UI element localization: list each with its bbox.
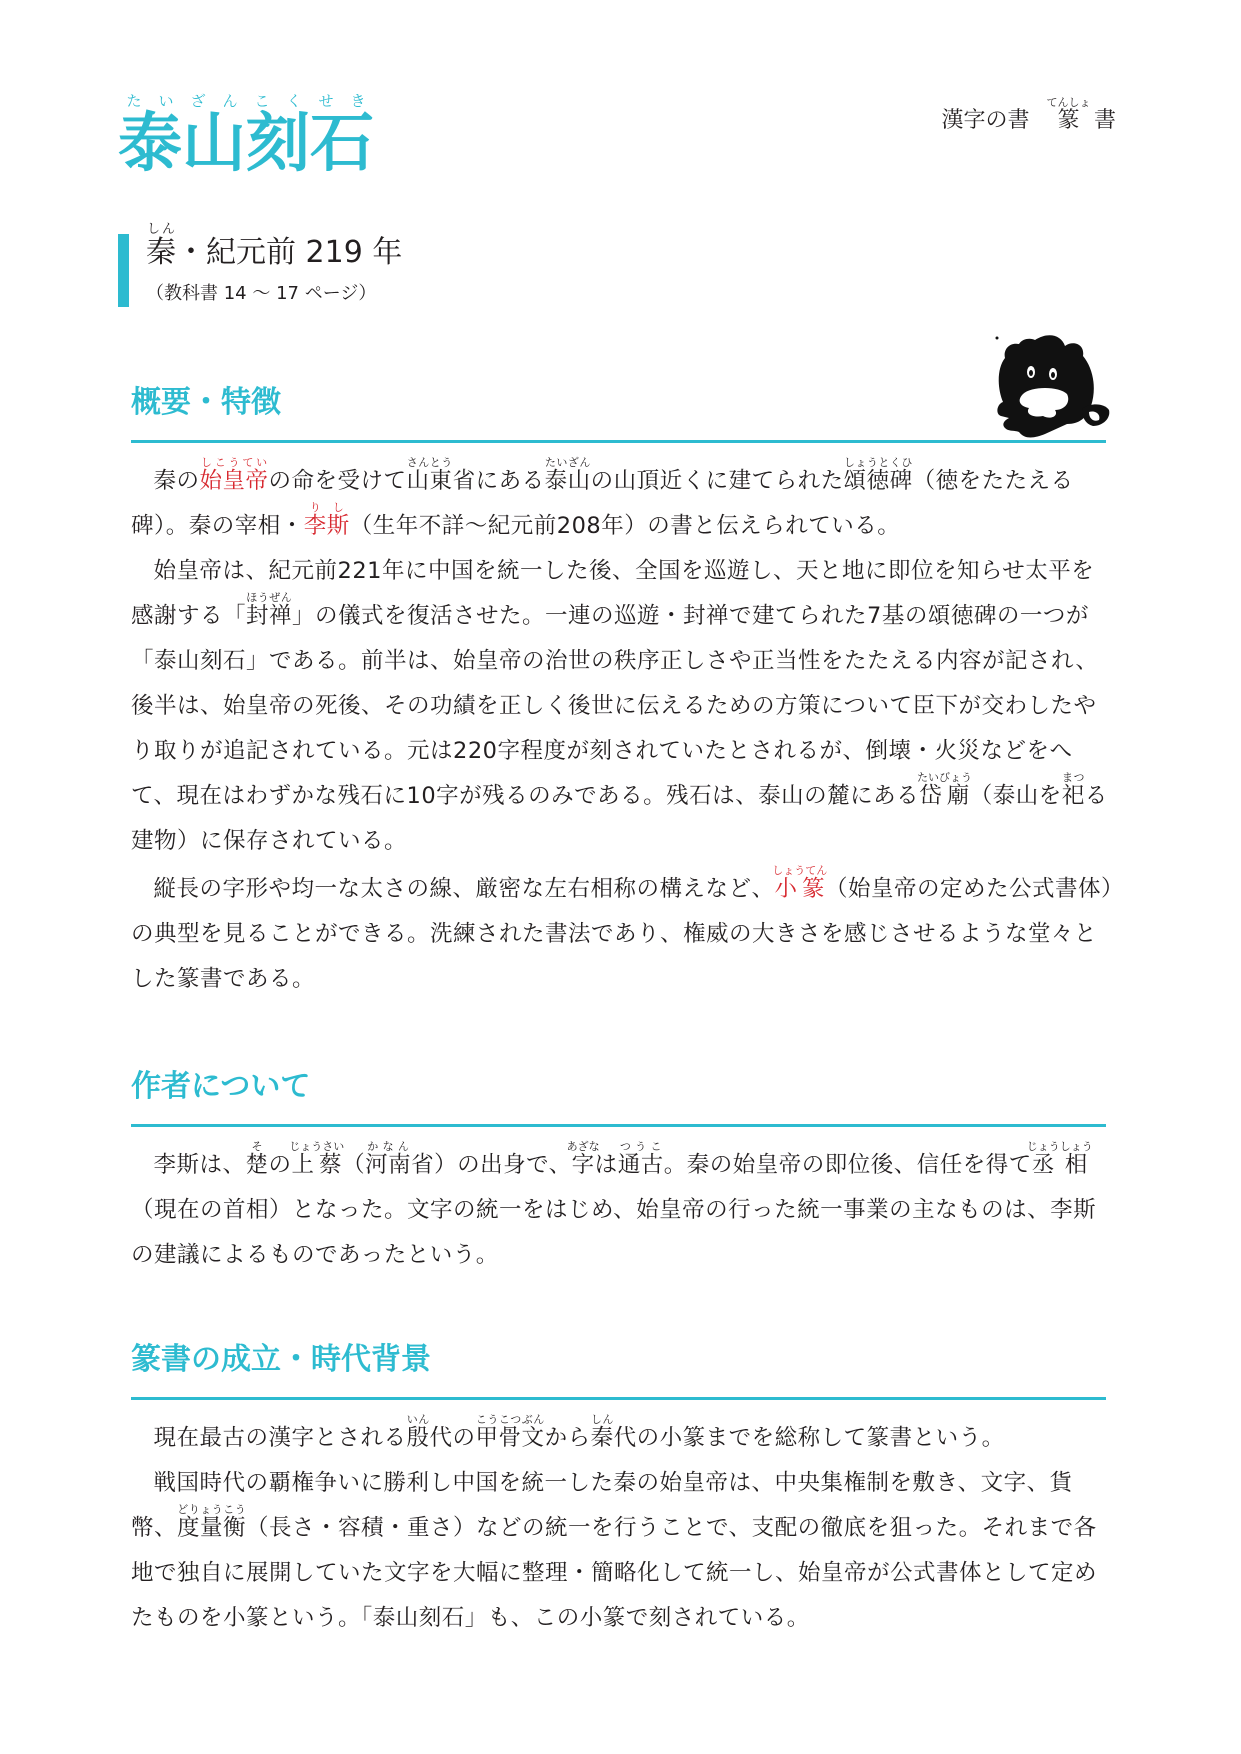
era-label: 秦しん・紀元前 219 年 bbox=[146, 222, 403, 270]
series-style-ruby: 篆てんしょ bbox=[1046, 96, 1091, 133]
series-prefix: 漢字の書 bbox=[941, 108, 1030, 133]
section-divider bbox=[131, 440, 1106, 443]
era-accent-bar bbox=[118, 234, 129, 307]
series-label bbox=[941, 96, 1116, 132]
paragraph: 現在最古の漢字とされる殷いん代の甲骨文こうこつぶんから秦しん代の小篆までを総称して篆書という。 bbox=[153, 1413, 1005, 1451]
section-body-background bbox=[131, 1413, 1116, 1641]
paragraph: 戦国時代の覇権争いに勝利し中国を統一した秦の始皇帝は、中央集権制を敷き、文字、貨幣、度量衡どりょうこう（長さ・容積・重さ）などの統一を行うことで、支配の徹底を狙った。それまで各地で独自に展開していた文字を大幅に整理・簡略化して統一し、始皇帝が公式書体として定めたものを小篆という。「泰山刻石」も、この小篆で刻されている。 bbox=[131, 1470, 1098, 1631]
section-divider bbox=[131, 1124, 1106, 1127]
textbook-pages: （教科書 14 ～ 17 ページ） bbox=[146, 283, 377, 304]
section-heading-background: 篆書の成立・時代背景 bbox=[131, 1342, 431, 1377]
paragraph: 秦の始皇帝しこうていの命を受けて山東さんとう省にある泰山たいざんの山頂近くに建てられた頌徳碑しょうとくひ（徳をたたえる碑）。秦の宰相・李斯りし（生年不詳～紀元前208年）の書と伝えられている。 bbox=[131, 456, 1074, 539]
section-heading-author: 作者について bbox=[131, 1069, 311, 1104]
section-divider bbox=[131, 1397, 1106, 1400]
section-body-author bbox=[131, 1140, 1116, 1278]
paragraph: 李斯は、楚その上蔡じょうさい（河南かなん省）の出身で、字あざなは通古つうこ。秦の始皇帝の即位後、信任を得て丞相じょうしょう（現在の首相）となった。文字の統一をはじめ、始皇帝の行った統一事業の主なものは、李斯の建議によるものであったという。 bbox=[131, 1140, 1097, 1268]
section-body-overview bbox=[131, 456, 1116, 1002]
series-suffix: 書 bbox=[1093, 108, 1116, 133]
page-title: 泰たい山ざん刻こく石せき bbox=[118, 92, 374, 181]
paragraph: 縦長の字形や均一な太さの線、厳密な左右相称の構えなど、小篆しょうてん（始皇帝の定めた公式書体）の典型を見ることができる。洗練された書法であり、権威の大きさを感じさせるような堂々とした篆書である。 bbox=[131, 864, 1113, 992]
section-heading-overview: 概要・特徴 bbox=[131, 385, 281, 420]
paragraph: 始皇帝は、紀元前221年に中国を統一した後、全国を巡遊し、天と地に即位を知らせ太平を感謝する「封禅ほうぜん」の儀式を復活させた。一連の巡遊・封禅で建てられた7基の頌徳碑の一つが「泰山刻石」である。前半は、始皇帝の治世の秩序正しさや正当性をたたえる内容が記され、後半は、始皇帝の死後、その功績を正しく後世に伝えるための方策について臣下が交わしたやり取りが追記されている。元は220字程度が刻されていたとされるが、倒壊・火災などをへて、現在はわずかな残石に10字が残るのみである。残石は、泰山の麓にある岱廟たいびょう（泰山を祀まつる建物）に保存されている。 bbox=[131, 558, 1108, 854]
raccoon-mascot-icon bbox=[975, 332, 1115, 442]
